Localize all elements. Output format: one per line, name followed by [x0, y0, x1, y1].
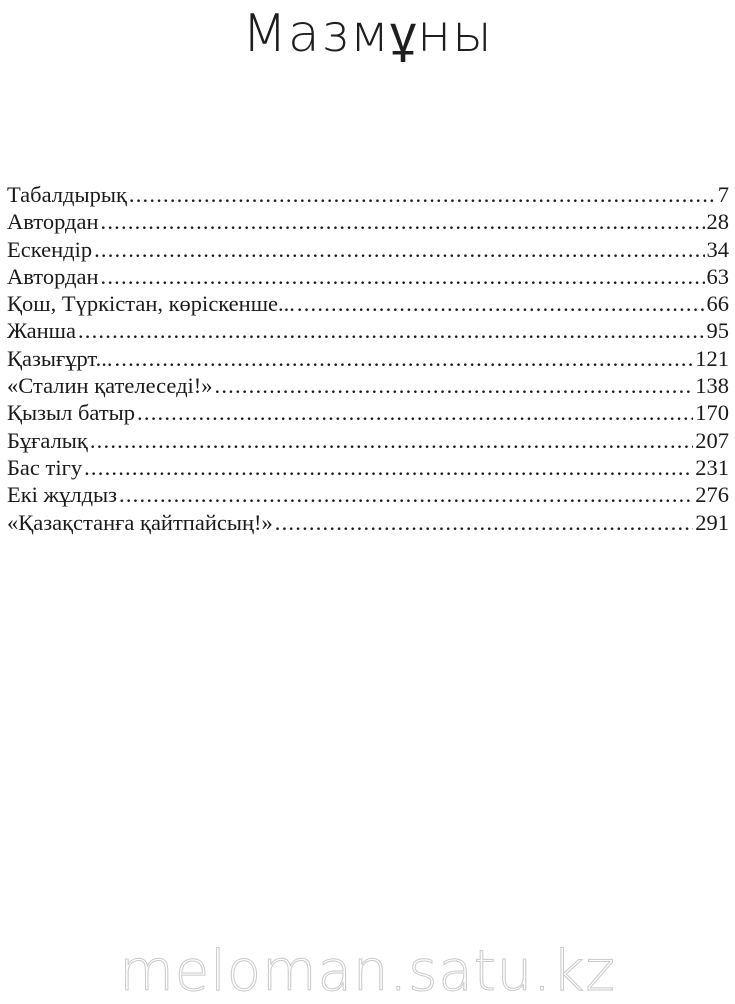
toc-entry-page: 231	[695, 454, 729, 480]
toc-entry-title: Автордан	[7, 209, 99, 235]
toc-entry	[7, 263, 729, 290]
toc-entry-title: Қош, Түркістан, көріскенше...	[7, 291, 295, 317]
toc-dot-leader	[101, 208, 705, 235]
toc-dot-leader	[84, 454, 693, 481]
toc-entry-title: Екі жұлдыз	[7, 482, 118, 508]
toc-entry-title: Табалдырық	[7, 182, 127, 207]
toc-entry-title: «Қазақстанға қайтпайсың!»	[7, 509, 273, 535]
toc-entry	[7, 345, 729, 372]
toc-entry-page: 66	[706, 291, 729, 317]
toc-entry-page: 170	[695, 400, 729, 426]
toc-entry	[7, 317, 729, 344]
toc-dot-leader	[101, 263, 705, 290]
toc-entry	[7, 427, 729, 454]
page-title: Мазмұны	[242, 4, 493, 64]
toc-entry-page: 7	[717, 182, 729, 207]
toc-dot-leader	[297, 290, 705, 317]
toc-entry-page: 207	[695, 427, 729, 453]
toc-entry-title: «Сталин қателеседі!»	[7, 373, 213, 399]
toc-entry	[7, 399, 729, 426]
toc-entry	[7, 481, 729, 508]
toc-dot-leader	[129, 181, 716, 208]
table-of-contents	[7, 181, 729, 536]
toc-dot-leader	[119, 481, 693, 508]
toc-entry-title: Ескендір	[7, 236, 93, 262]
toc-dot-leader	[137, 399, 693, 426]
toc-entry-page: 121	[695, 345, 729, 371]
toc-entry	[7, 208, 729, 235]
toc-entry-title: Автордан	[7, 263, 99, 289]
toc-entry	[7, 290, 729, 317]
toc-dot-leader	[94, 236, 704, 263]
toc-entry-page: 28	[706, 209, 729, 235]
toc-entry-title: Бас тігу	[7, 454, 83, 480]
toc-entry	[7, 454, 729, 481]
toc-entry-page: 276	[695, 482, 729, 508]
toc-dot-leader	[275, 509, 693, 536]
toc-entry-title: Жанша	[7, 318, 76, 344]
toc-entry-page: 95	[706, 318, 729, 344]
toc-entry-page: 34	[706, 236, 729, 262]
toc-entry-page: 291	[695, 509, 729, 535]
toc-entry	[7, 509, 729, 536]
toc-dot-leader	[215, 372, 694, 399]
toc-entry	[7, 181, 729, 208]
toc-entry-page: 63	[706, 263, 729, 289]
toc-entry	[7, 236, 729, 263]
toc-entry-title: Бұғалық	[7, 427, 88, 453]
toc-entry-title: Қызыл батыр	[7, 400, 136, 426]
toc-dot-leader	[114, 345, 693, 372]
toc-entry-page: 138	[695, 373, 729, 399]
watermark: meloman.satu.kz	[119, 939, 616, 1004]
toc-entry	[7, 372, 729, 399]
toc-entry-title: Қазығұрт...	[7, 345, 113, 371]
toc-dot-leader	[78, 317, 705, 344]
toc-dot-leader	[90, 427, 693, 454]
